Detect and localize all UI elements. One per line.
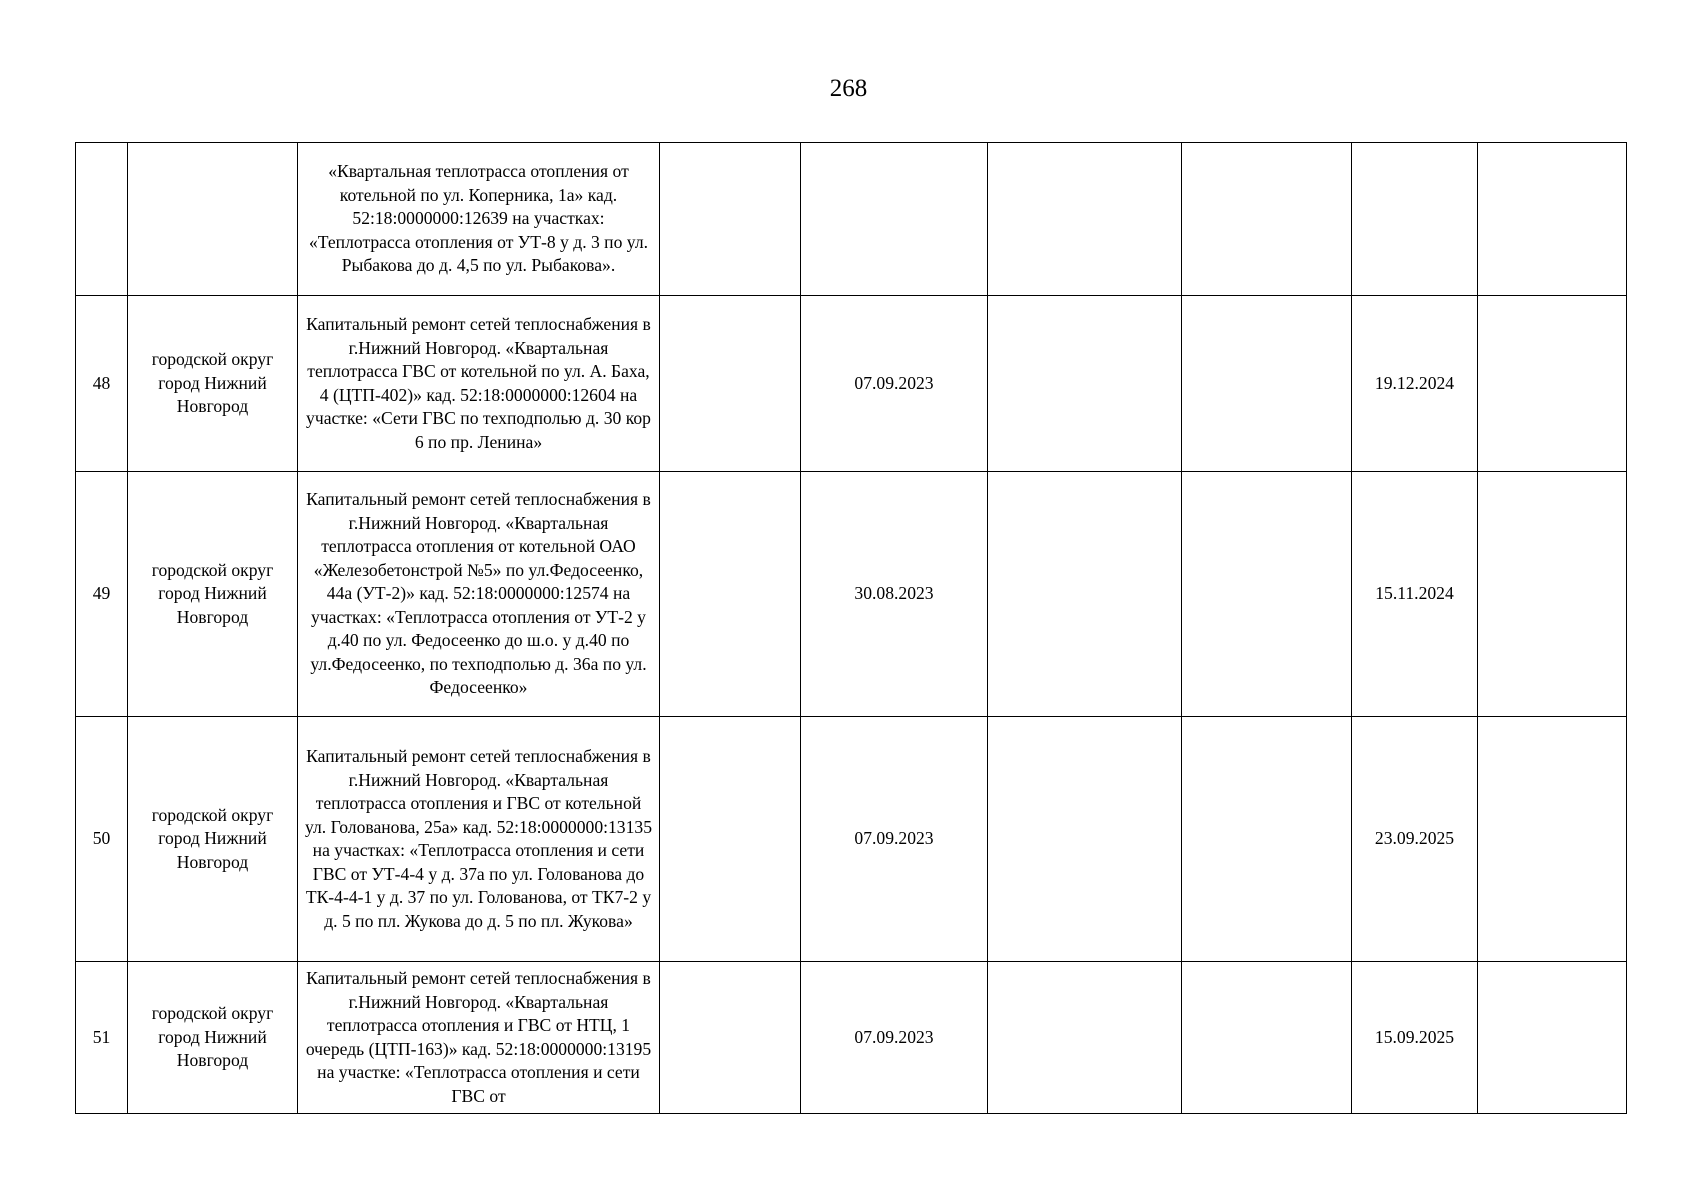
column-4-cell [660, 143, 801, 296]
column-9-cell [1478, 296, 1627, 472]
start-date-cell: 07.09.2023 [801, 962, 988, 1114]
start-date-cell: 07.09.2023 [801, 296, 988, 472]
column-4-cell [660, 296, 801, 472]
municipality-cell: городской округ город Нижний Новгород [128, 296, 298, 472]
column-6-cell [988, 962, 1182, 1114]
column-6-cell [988, 296, 1182, 472]
column-9-cell [1478, 472, 1627, 717]
table-row [76, 717, 1627, 962]
column-6-cell [988, 717, 1182, 962]
column-6-cell [988, 143, 1182, 296]
description-cell: Капитальный ремонт сетей теплоснабжения в г.Нижний Новгород. «Квартальная теплотрасса ГВС от котельной по ул. А. Баха, 4 (ЦТП-402)» кад. 52:18:0000000:12604 на участке: «Сети ГВС по техподполью д. 30 кор 6 по пр. Ленина» [298, 296, 660, 472]
column-7-cell [1182, 143, 1352, 296]
municipality-cell [128, 143, 298, 296]
table-row [76, 472, 1627, 717]
description-cell: «Квартальная теплотрасса отопления от котельной по ул. Коперника, 1а» кад. 52:18:0000000:12639 на участках: «Теплотрасса отопления от УТ-8 у д. 3 по ул. Рыбакова до д. 4,5 по ул. Рыбакова». [298, 143, 660, 296]
page-number: 268 [829, 75, 868, 102]
table-row [76, 962, 1627, 1114]
row-number-cell [76, 143, 128, 296]
column-7-cell [1182, 962, 1352, 1114]
start-date-cell [801, 143, 988, 296]
description-cell: Капитальный ремонт сетей теплоснабжения в г.Нижний Новгород. «Квартальная теплотрасса отопления от котельной ОАО «Железобетонстрой №5» по ул.Федосеенко, 44а (УТ-2)» кад. 52:18:0000000:12574 на участках: «Теплотрасса отопления от УТ-2 у д.40 по ул. Федосеенко до ш.о. у д.40 по ул.Федосеенко, по техподполью д. 36а по ул. Федосеенко» [298, 472, 660, 717]
end-date-cell: 15.11.2024 [1352, 472, 1478, 717]
column-4-cell [660, 962, 801, 1114]
municipality-cell: городской округ город Нижний Новгород [128, 962, 298, 1114]
column-7-cell [1182, 717, 1352, 962]
end-date-cell: 15.09.2025 [1352, 962, 1478, 1114]
end-date-cell [1352, 143, 1478, 296]
column-6-cell [988, 472, 1182, 717]
municipality-cell: городской округ город Нижний Новгород [128, 472, 298, 717]
column-4-cell [660, 472, 801, 717]
column-9-cell [1478, 962, 1627, 1114]
row-number-cell: 48 [76, 296, 128, 472]
description-cell: Капитальный ремонт сетей теплоснабжения в г.Нижний Новгород. «Квартальная теплотрасса отопления и ГВС от НТЦ, 1 очередь (ЦТП-163)» кад. 52:18:0000000:13195 на участке: «Теплотрасса отопления и сети ГВС от [298, 962, 660, 1114]
row-number-cell: 51 [76, 962, 128, 1114]
column-7-cell [1182, 296, 1352, 472]
data-table [75, 142, 1627, 1114]
column-9-cell [1478, 717, 1627, 962]
description-cell: Капитальный ремонт сетей теплоснабжения в г.Нижний Новгород. «Квартальная теплотрасса отопления и ГВС от котельной ул. Голованова, 25а» кад. 52:18:0000000:13135 на участках: «Теплотрасса отопления и сети ГВС от УТ-4-4 у д. 37а по ул. Голованова до ТК-4-4-1 у д. 37 по ул. Голованова, от ТК7-2 у д. 5 по пл. Жукова до д. 5 по пл. Жукова» [298, 717, 660, 962]
table-row [76, 296, 1627, 472]
end-date-cell: 19.12.2024 [1352, 296, 1478, 472]
table-row [76, 143, 1627, 296]
municipality-cell: городской округ город Нижний Новгород [128, 717, 298, 962]
end-date-cell: 23.09.2025 [1352, 717, 1478, 962]
start-date-cell: 30.08.2023 [801, 472, 988, 717]
column-9-cell [1478, 143, 1627, 296]
column-4-cell [660, 717, 801, 962]
row-number-cell: 50 [76, 717, 128, 962]
row-number-cell: 49 [76, 472, 128, 717]
start-date-cell: 07.09.2023 [801, 717, 988, 962]
column-7-cell [1182, 472, 1352, 717]
